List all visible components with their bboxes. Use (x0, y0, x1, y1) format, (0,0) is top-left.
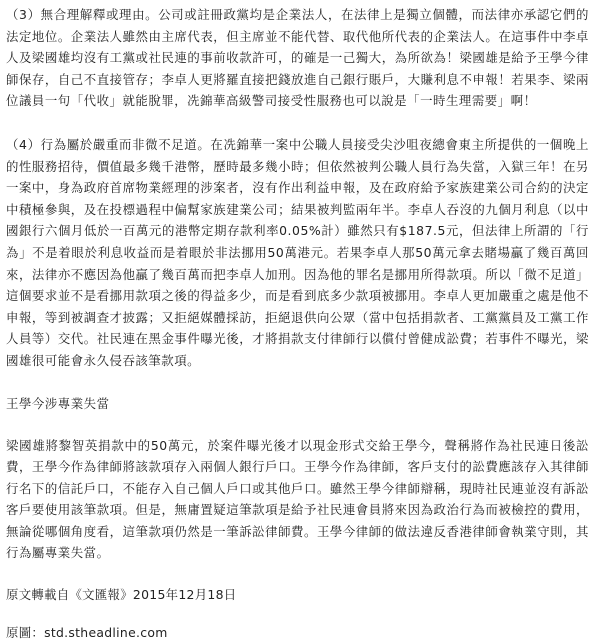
section-heading: 王學今涉專業失當 (6, 395, 110, 411)
paragraph-point-4: （4）行為屬於嚴重而非微不足道。在冼錦華一案中公職人員接受尖沙咀夜總會東主所提供的一個晚上的性服務招待，價值最多幾千港幣，歷時最多幾小時；但依然被判公職人員行為失當，入獄三年！在另一案中，身為政府首席物業經理的涉案者，沒有作出利益申報，及在政府給予家族建業公司合約的決定中積極參與，及在投標過程中偏幫家族建業公司；結果被判監兩年半。李卓人吞沒的九個月利息（以中國銀行六個月低於一百萬元的港幣定期存款利率0.05%計）雖然只有$187.5元，但法律上所謂的「行為」不是着眼於利息收益而是着眼於非法挪用50萬港元。若果李卓人那50萬元拿去賭場贏了幾百萬回來，法律亦不應因為他贏了幾百萬而把李卓人加刑。因為他的罪名是挪用所得款項。所以「微不足道」這個要求並不是看挪用款項之後的得益多少，而是看到底多少款項被挪用。李卓人更加嚴重之處是他不申報，等到被調查才披露；又拒絕媒體採訪，拒絕退供向公眾（當中包括捐款者、工黨黨員及工黨工作人員等）交代。社民連在黑金事件曝光後，才將捐款支付律師行以償付曾健成訟費；若事件不曝光，梁國雄很可能會永久侵吞該筆款項。 (6, 136, 589, 368)
source-attribution: 原文轉載自《文匯報》2015年12月18日 (6, 587, 237, 603)
article-body (6, 4, 589, 643)
paragraph-point-3: （3）無合理解釋或理由。公司或註冊政黨均是企業法人，在法律上是獨立個體，而法律亦承認它們的法定地位。企業法人雖然由主席代表，但主席並不能代替、取代他所代表的企業法人。在這事件中李卓人及梁國雄均沒有工黨或社民連的事前收款許可，的確是一己獨大，為所欲為！梁國雄是給予王學今律師保存，自己不直接管存；李卓人更將羅直接把錢放進自己銀行賬戶，大賺利息不申報！若果李、梁兩位議員一句「代收」就能脫罪，冼錦華高級警司接受性服務也可以說是「一時生理需要」啊！ (6, 7, 589, 109)
origin-link[interactable]: 原圖：std.stheadline.com (6, 625, 168, 641)
paragraph-section-body: 梁國雄將黎智英捐款中的50萬元，於案件曝光後才以現金形式交給王學今，聲稱將作為社民連日後訟費，王學今作為律師將該款項存入兩個人銀行戶口。王學今作為律師，客戶支付的訟費應該存入其律師行名下的信託戶口，不能存入自己個人戶口或其他戶口。雖然王學今律師辯稱，現時社民連並沒有訴訟客戶要使用該筆款項。但是，無庸置疑這筆款項是給予社民連會員將來因為政治行為而被檢控的費用，無論從哪個角度看，這筆款項仍然是一筆訴訟律師費。王學今律師的做法違反香港律師會執業守則，其行為屬專業失當。 (6, 437, 589, 561)
